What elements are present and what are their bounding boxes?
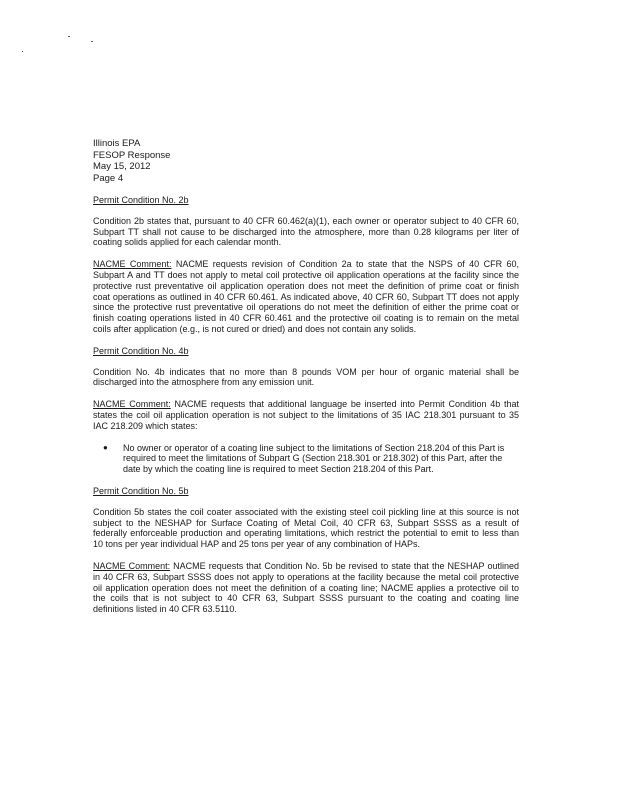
scan-speck [91, 41, 93, 42]
section-heading-4b: Permit Condition No. 4b [93, 345, 189, 356]
comment-label: NACME Comment: [93, 399, 171, 410]
document-body [93, 195, 519, 626]
bullet-text: No owner or operator of a coating line subject to the limitations of Section 218.204 of this Part is required to meet the limitations of Subpart G (Section 218.301 or 218.302) of this Part, after the date by which the coating line is required to meet Section 218.204 of this Part. [123, 442, 505, 475]
header-page-number: Page 4 [93, 172, 124, 184]
quoted-regulation-bullet [93, 443, 519, 475]
comment-text: NACME requests that additional language be inserted into Permit Condition 4b that states the coil oil application operation is not subject to the limitations of 35 IAC 218.301 pursuant to 35 IAC 218.209 which states: [93, 399, 519, 431]
scan-speck [22, 51, 23, 52]
comment-label: NACME Comment: [93, 560, 171, 571]
section-heading-2b: Permit Condition No. 2b [93, 195, 189, 205]
header-recipient: Illinois EPA [93, 138, 141, 149]
header-date: May 15, 2012 [93, 161, 151, 172]
scan-speck [68, 36, 70, 37]
comment-text: NACME requests that Condition No. 5b be revised to state that the NESHAP outlined in 40 CFR 63, Subpart SSSS does not apply to operations at the facility because the metal coil protective oil application operation does not meet the definition of a coating line; NACME applies a protective oil to the coils that is not subject to 40 CFR 63, Subpart SSSS pursuant to the coating and coating line definitions listed in 40 CFR 63.5110. [93, 560, 519, 615]
comment-text: NACME requests revision of Condition 2a to state that the NSPS of 40 CFR 60, Subpart A and TT does not apply to metal coil protective oil application operations at the facility since the protective rust preventative oil application operation does not meet the definition of prime coat or finish coat operations as outlined in 40 CFR 60.461. As indicated above, 40 CFR 60, Subpart TT does not apply since the protective rust preventative oil operations do not meet the definition of either the prime coat or finish coating operations listed in 40 CFR 60.461 and the protective oil coating is to remain on the metal coils after application (e.g., is not cured or dried) and does not contain any solids. [93, 259, 520, 334]
condition-paragraph-2b: Condition 2b states that, pursuant to 40 CFR 60.462(a)(1), each owner or operator subject to 40 CFR 60, Subpart TT shall not cause to be discharged into the atmosphere, more than 0.28 kilograms per liter of coating solids applied for each calendar month. [93, 215, 519, 248]
condition-paragraph-4b: Condition No. 4b indicates that no more than 8 pounds VOM per hour of organic material shall be discharged into the atmosphere from any emission unit. [93, 366, 519, 388]
letter-header [93, 138, 170, 184]
comment-label: NACME Comment: [93, 259, 172, 270]
header-subject: FESOP Response [93, 149, 171, 161]
comment-paragraph-2b [93, 259, 519, 335]
comment-paragraph-4b [93, 399, 519, 431]
section-heading-5b: Permit Condition No. 5b [93, 485, 189, 496]
comment-paragraph-5b [93, 561, 519, 615]
bullet-icon: ● [103, 442, 108, 452]
condition-paragraph-5b: Condition 5b states the coil coater associated with the existing steel coil pickling line at this source is not subject to the NESHAP for Surface Coating of Metal Coil, 40 CFR 63, Subpart SSSS as a result of federally enforceable production and operating limitations, which restrict the potential to emit to less than 10 tons per year individual HAP and 25 tons per year of any combination of HAPs. [93, 506, 519, 550]
